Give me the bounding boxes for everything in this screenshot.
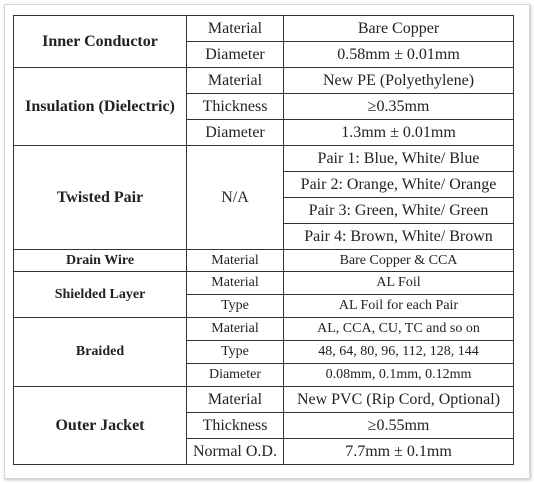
table-row xyxy=(14,387,514,413)
attr-cell: Material xyxy=(187,318,284,341)
value-cell: Pair 1: Blue, White/ Blue xyxy=(284,146,514,172)
section-shielded-layer: Shielded Layer xyxy=(14,272,187,318)
value-cell: AL Foil for each Pair xyxy=(284,295,514,318)
attr-cell: Diameter xyxy=(187,364,284,387)
attr-cell: Material xyxy=(187,387,284,413)
value-cell: AL, CCA, CU, TC and so on xyxy=(284,318,514,341)
attr-cell: Type xyxy=(187,295,284,318)
attr-cell: Material xyxy=(187,250,284,272)
attr-cell: N/A xyxy=(187,146,284,250)
table-row xyxy=(14,68,514,94)
value-cell: New PVC (Rip Cord, Optional) xyxy=(284,387,514,413)
value-cell: 1.3mm ± 0.01mm xyxy=(284,120,514,146)
section-braided: Braided xyxy=(14,318,187,387)
value-cell: Pair 3: Green, White/ Green xyxy=(284,198,514,224)
section-drain-wire: Drain Wire xyxy=(14,250,187,272)
value-cell: Pair 4: Brown, White/ Brown xyxy=(284,224,514,250)
table-row xyxy=(14,250,514,272)
value-cell: Pair 2: Orange, White/ Orange xyxy=(284,172,514,198)
value-cell: 7.7mm ± 0.1mm xyxy=(284,439,514,465)
table-row xyxy=(14,272,514,295)
attr-cell: Normal O.D. xyxy=(187,439,284,465)
section-twisted-pair: Twisted Pair xyxy=(14,146,187,250)
attr-cell: Type xyxy=(187,341,284,364)
spec-table xyxy=(13,15,514,465)
table-row xyxy=(14,318,514,341)
table-row xyxy=(14,16,514,42)
attr-cell: Thickness xyxy=(187,413,284,439)
attr-cell: Diameter xyxy=(187,42,284,68)
value-cell: Bare Copper xyxy=(284,16,514,42)
value-cell: 0.08mm, 0.1mm, 0.12mm xyxy=(284,364,514,387)
attr-cell: Thickness xyxy=(187,94,284,120)
attr-cell: Diameter xyxy=(187,120,284,146)
value-cell: AL Foil xyxy=(284,272,514,295)
value-cell: ≥0.55mm xyxy=(284,413,514,439)
value-cell: Bare Copper & CCA xyxy=(284,250,514,272)
section-outer-jacket: Outer Jacket xyxy=(14,387,187,465)
value-cell: 48, 64, 80, 96, 112, 128, 144 xyxy=(284,341,514,364)
section-insulation: Insulation (Dielectric) xyxy=(14,68,187,146)
attr-cell: Material xyxy=(187,68,284,94)
attr-cell: Material xyxy=(187,16,284,42)
value-cell: New PE (Polyethylene) xyxy=(284,68,514,94)
table-row xyxy=(14,146,514,172)
value-cell: ≥0.35mm xyxy=(284,94,514,120)
attr-cell: Material xyxy=(187,272,284,295)
section-inner-conductor: Inner Conductor xyxy=(14,16,187,68)
value-cell: 0.58mm ± 0.01mm xyxy=(284,42,514,68)
